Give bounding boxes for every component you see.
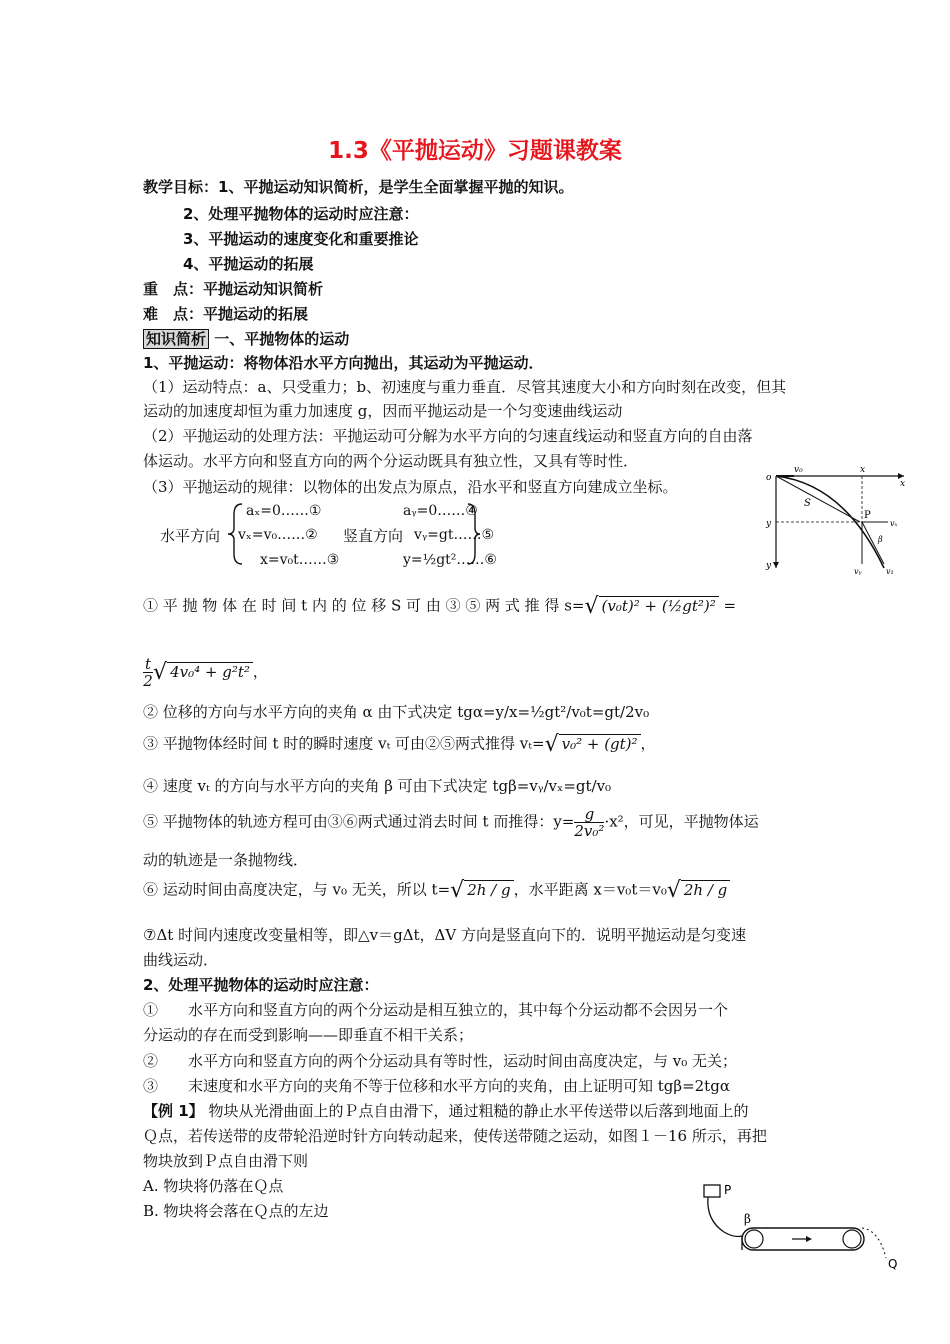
sqrt-icon: √ [584,594,599,619]
fig2-beta: β [744,1212,751,1226]
formula-1b-tail: ， [252,662,268,681]
option-b: B. 物块将会落在Ｑ点的左边 [143,1202,329,1220]
goal-item: 2、处理平抛物体的运动时应注意： [183,205,419,223]
item2-title: 2、处理平抛物体的运动时应注意： [143,976,379,994]
fig1-p: P [864,510,871,521]
formula-6 [143,878,730,903]
numerator: g [574,806,604,823]
example-1b: Ｑ点，若传送带的皮带轮沿逆时针方向转动起来，使传送带随之运动，如图１－16 所示，再把 [143,1127,767,1145]
fig1-y1: y [766,519,772,529]
formula-6-text: ⑥ 运动时间由高度决定，与 v₀ 无关，所以 t= [143,880,451,899]
option-a: A. 物块将仍落在Ｑ点 [143,1177,284,1195]
note-1b: 分运动的存在而受到影响——即垂直不相干关系； [143,1026,474,1044]
paragraph: 运动的加速度却恒为重力加速度 g，因而平抛运动是一个匀变速曲线运动 [143,402,623,420]
formula-1-equals: = [723,596,737,615]
note-1: ① 水平方向和竖直方向的两个分运动是相互独立的，其中每个分运动都不会因另一个 [143,1001,729,1019]
formula-1b [143,656,268,689]
horizontal-label: 水平方向 [160,527,221,545]
trajectory-figure [764,464,914,576]
formula-6-sqrt: 2h / g [464,880,513,899]
fig1-v0: v₀ [794,465,803,475]
fig1-x2: x [900,479,906,489]
fig2-p: P [724,1183,732,1197]
example-1 [143,1100,748,1121]
paragraph: （1）运动特点：a、只受重力；b、初速度与重力垂直．尽管其速度大小和方向时刻在改变，但其 [143,378,787,396]
page-title: 1.3《平抛运动》习题课教案 [328,138,622,164]
item1-title: 1、平抛运动：将物体沿水平方向抛出，其运动为平抛运动． [143,354,544,372]
eq-vy: vᵧ=gt……⑤ [414,527,495,543]
formula-7: ⑦Δt 时间内速度改变量相等，即△v＝gΔt，ΔV 方向是竖直向下的．说明平抛运动是匀变速 [143,926,746,944]
eq-ax: aₓ=0……① [246,503,322,519]
fraction [574,806,604,839]
sqrt-icon: √ [153,660,168,685]
right-brace [466,502,482,566]
formula-4: ④ 速度 vₜ 的方向与水平方向的夹角 β 可由下式决定 tgβ=vᵧ/vₓ=gt/v₀ [143,777,612,795]
denominator: 2 [143,672,153,690]
paragraph: （2）平抛运动的处理方法：平抛运动可分解为水平方向的匀速直线运动和竖直方向的自由落 [143,427,753,445]
difficulty: 难 点：平抛运动的拓展 [143,305,309,323]
fraction [143,656,153,689]
note-2: ② 水平方向和竖直方向的两个分运动具有等时性，运动时间由高度决定，与 v₀ 无关； [143,1052,738,1070]
formula-3-tail: ， [640,734,656,753]
formula-7b: 曲线运动． [143,951,219,969]
fig1-vy: vᵧ [854,567,862,576]
eq-ay: aᵧ=0……④ [403,503,478,519]
goal-item: 3、平抛运动的速度变化和重要推论 [183,230,419,248]
goals-line-1 [143,176,573,197]
formula-1 [143,594,736,619]
fig1-o: o [766,473,772,483]
vertical-label: 竖直方向 [343,527,404,545]
goal-item: 1、平抛运动知识简析，是学生全面掌握平抛的知识。 [218,178,574,196]
formula-5 [143,806,759,839]
denominator: 2v₀² [574,822,605,840]
example-text: 物块从光滑曲面上的Ｐ点自由滑下，通过粗糙的静止水平传送带以后落到地面上的 [208,1102,749,1120]
fig1-vx: vₓ [890,519,898,528]
formula-1-text: ① 平 抛 物 体 在 时 间 t 内 的 位 移 S 可 由 ③ ⑤ 两 式 推 得 s= [143,596,585,615]
formula-5c: 动的轨迹是一条抛物线． [143,851,309,869]
fig2-q: Q [888,1257,898,1271]
formula-1-sqrt: (v₀t)² + (½gt²)² [599,596,719,615]
goals-label: 教学目标： [143,178,219,196]
section-title: 一、平抛物体的运动 [214,330,350,348]
formula-3-text: ③ 平抛物体经时间 t 时的瞬时速度 vₜ 可由②⑤两式推得 vₜ= [143,734,545,753]
formula-6-sqrt-2: 2h / g [681,880,730,899]
sqrt-icon: √ [544,732,559,757]
formula-2: ② 位移的方向与水平方向的夹角 α 由下式决定 tgα=y/x=½gt²/v₀t=gt/2v₀ [143,703,650,721]
formula-5-text: ⑤ 平抛物体的轨迹方程可由③⑥两式通过消去时间 t 而推得：y= [143,812,575,831]
formula-1b-sqrt: 4v₀⁴ + g²t² [167,662,253,681]
conveyor-figure [694,1180,904,1280]
sqrt-icon: √ [666,878,681,903]
example-1c: 物块放到Ｐ点自由滑下则 [143,1152,309,1170]
formula-3 [143,732,656,757]
fig1-beta: β [878,535,883,544]
eq-vx: vₓ=v₀……② [238,527,318,543]
numerator: t [145,655,152,673]
formula-5-tail: ·x²，可见，平抛物体运 [604,812,759,831]
sqrt-icon: √ [450,878,465,903]
formula-6-mid: ，水平距离 x＝v₀t＝v₀ [513,880,667,899]
paragraph: （3）平抛运动的规律：以物体的出发点为原点，沿水平和竖直方向建成立坐标。 [143,478,678,496]
section-tag: 知识简析 [143,329,209,349]
example-label: 【例 1】 [143,1102,204,1120]
key-point: 重 点：平抛运动知识简析 [143,280,324,298]
section-heading [143,328,349,349]
eq-y: y=½gt²……⑥ [403,552,497,568]
note-3: ③ 末速度和水平方向的夹角不等于位移和水平方向的夹角，由上证明可知 tgβ=2tgα [143,1077,730,1095]
fig1-y2: y [766,561,772,571]
formula-3-sqrt: v₀² + (gt)² [559,734,641,753]
fig1-s: S [804,498,811,509]
fig1-v1: v₁ [886,567,894,576]
goal-item: 4、平抛运动的拓展 [183,255,314,273]
eq-x: x=v₀t……③ [260,552,340,568]
fig1-x1: x [860,465,866,475]
paragraph: 体运动。水平方向和竖直方向的两个分运动既具有独立性，又具有等时性． [143,452,639,470]
